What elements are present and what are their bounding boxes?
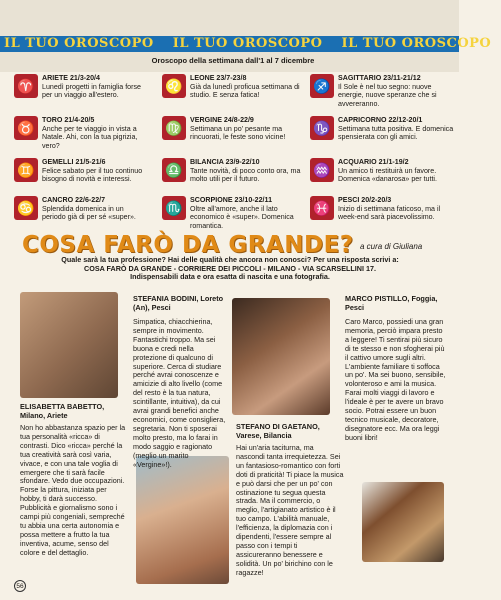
- sign-scorpione: [162, 196, 302, 230]
- sign-text: Anche per te viaggio in vista a Natale. Ahi, con la tua pigrizia, vero?: [42, 124, 138, 150]
- banner-title: IL TUO OROSCOPO: [172, 36, 323, 51]
- sign-title: LEONE 23/7-23/8: [190, 74, 247, 82]
- banner-title: IL TUO OROSCOPO: [4, 36, 154, 51]
- sign-title: GEMELLI 21/5-21/6: [42, 158, 106, 166]
- intro-line: COSA FARÒ DA GRANDE - CORRIERE DEI PICCOLI - MILANO - VIA SCARSELLINI 17.: [84, 263, 376, 273]
- sign-toro: [14, 116, 149, 150]
- crab-icon: ♋: [14, 196, 38, 220]
- sign-gemelli: [14, 158, 149, 184]
- sign-capricorno: [310, 116, 454, 142]
- ram-icon: ♈: [14, 74, 38, 98]
- article-title: COSA FARÒ DA GRANDE?: [22, 232, 354, 258]
- sign-title: CAPRICORNO 22/12-20/1: [338, 116, 423, 124]
- bull-icon: ♉: [14, 116, 38, 140]
- sign-title: TORO 21/4-20/5: [42, 116, 95, 124]
- banner-title: IL TUO OROSCOPO: [341, 36, 492, 51]
- sign-sagittario: [310, 74, 454, 108]
- sign-title: CANCRO 22/6-22/7: [42, 196, 106, 204]
- sign-leone: [162, 74, 302, 100]
- letter-name: STEFANO DI GAETANO, Varese, Bilancia: [236, 422, 320, 440]
- photo-stefania: [136, 456, 229, 584]
- sign-text: Lunedì progetti in famiglia forse per un viaggio all'estero.: [42, 82, 141, 100]
- lion-icon: ♌: [162, 74, 186, 98]
- scales-icon: ♎: [162, 158, 186, 182]
- photo-elisabetta: [20, 292, 118, 398]
- sign-title: SAGITTARIO 23/11-21/12: [338, 74, 421, 82]
- sign-title: SCORPIONE 23/10-22/11: [190, 196, 273, 204]
- sign-title: VERGINE 24/8-22/9: [190, 116, 254, 124]
- sign-text: Tante novità, di poco conto ora, ma molto utili per il futuro.: [190, 166, 301, 184]
- header-banner: [0, 0, 492, 72]
- maiden-icon: ♍: [162, 116, 186, 140]
- sign-ariete: [14, 74, 149, 100]
- sign-text: Splendida domenica in un periodo già di per sé «super».: [42, 204, 136, 222]
- letter-name: STEFANIA BODINI, Loreto (An), Pesci: [133, 294, 224, 312]
- sign-vergine: [162, 116, 302, 142]
- sign-text: Inizio di settimana faticoso, ma il week-end sarà piacevolissimo.: [338, 204, 441, 222]
- goat-icon: ♑: [310, 116, 334, 140]
- article-byline: a cura di Giuliana: [360, 242, 423, 251]
- sign-text: Un amico ti restituirà un favore. Domenica «danarosa» per tutti.: [338, 166, 437, 184]
- letter-name: ELISABETTA BABETTO, Milano, Ariete: [20, 402, 105, 420]
- sign-text: Felice sabato per il tuo continuo bisogno di novità e interessi.: [42, 166, 143, 184]
- letter-text: Non ho abbastanza spazio per la tua personalità «ricca» di contrasti. Dico «ricca» perché la tua creatività sarà così varia, vivace, e con una tale voglia di emergere che ti sarà facile sfondare. Vedo due occupazioni. Forse la pittura, iniziata per hobby, ti darà successo. Pubblicità e giornalismo sono i campi più congeniali, sempreché tu abbia una certa autonomia e possa mettere a frutto la tua inventiva, acume, senso del colore e del dettaglio.: [20, 423, 126, 557]
- article-intro: [60, 256, 400, 282]
- archer-icon: ♐: [310, 74, 334, 98]
- fish-icon: ♓: [310, 196, 334, 220]
- photo-marco: [362, 482, 444, 562]
- sign-title: BILANCIA 23/9-22/10: [190, 158, 260, 166]
- intro-line: Indispensabili data e ora esatta di nascita e una fotografia.: [130, 272, 330, 282]
- sign-title: ARIETE 21/3-20/4: [42, 74, 100, 82]
- sign-text: Oltre all'amore, anche il lato economico è «super». Domenica romantica.: [190, 204, 294, 230]
- letter-name: MARCO PISTILLO, Foggia, Pesci: [345, 294, 438, 312]
- horoscope-grid: [10, 68, 455, 228]
- scorpion-icon: ♏: [162, 196, 186, 220]
- sign-title: ACQUARIO 21/1-19/2: [338, 158, 409, 166]
- banner-title-row: [0, 36, 492, 52]
- sign-text: Già da lunedì proficua settimana di studio. E senza fatica!: [190, 82, 300, 100]
- photo-stefano: [232, 298, 330, 415]
- water-bearer-icon: ♒: [310, 158, 334, 182]
- sign-pesci: [310, 196, 454, 222]
- sign-text: Settimana un po' pesante ma rincuorati, le feste sono vicine!: [190, 124, 286, 142]
- sign-text: Settimana tutta positiva. E domenica spensierata con gli amici.: [338, 124, 454, 142]
- letter-text: Simpatica, chiacchierina, sempre in movimento. Fantastichi troppo. Ma sei buona e credi nella protezione di qualcuno di superiore. Cerca di studiare perché avrai conoscenze e amicizie di alto livello (come del resto è la tua natura, scintillante, intuitiva), da cui avrai grandi benefici anche economici, come consigliera, segretaria. Non ti sposerai molto presto, ma lo farai in modo saggio e ragionato (meglio un marito «Vergine»!).: [133, 317, 226, 469]
- page-number: 56: [14, 580, 26, 592]
- sign-title: PESCI 20/2-20/3: [338, 196, 392, 204]
- sign-bilancia: [162, 158, 302, 184]
- sign-text: Il Sole è nel tuo segno: nuove energie, nuove speranze che si avvereranno.: [338, 82, 437, 108]
- horoscope-subtitle: Oroscopo della settimana dall'1 al 7 dicembre: [151, 56, 315, 65]
- sign-cancro: [14, 196, 149, 222]
- letter-text: Caro Marco, possiedi una gran memoria, perciò impara presto a leggere! Ti sentirai più sicuro di te stesso e non sfogherai più il cattivo umore sugli altri. L'ambiente familiare ti soffoca un po'. Ma sei buono, sensibile, volonteroso e ami la musica. Farai molti viaggi di lavoro e l'ideale è per te avere un bravo socio. Potrai essere un buon tecnico musicale, decoratore, disegnatore ecc. Ma ora leggi buoni libri!: [345, 317, 446, 442]
- sign-acquario: [310, 158, 454, 184]
- twins-icon: ♊: [14, 158, 38, 182]
- letter-text: Hai un'aria taciturna, ma nascondi tanta irrequietezza. Sei un fantasioso-romantico con forti doti di praticità! Ti piace la musica e può darsi che per un po' con ostinazione tu segua questa strada. Ma il commercio, o meglio, l'artigianato artistico è il tuo campo. L'abilità manuale, l'efficienza, la diplomazia con i dipendenti, l'essere sempre al passo con i tempi ti assicureranno benessere e solidità. Un po' birichino con le ragazze!: [236, 443, 344, 577]
- intro-line: Quale sarà la tua professione? Hai delle qualità che ancora non conosci? Per una risposta scrivi a:: [61, 255, 399, 264]
